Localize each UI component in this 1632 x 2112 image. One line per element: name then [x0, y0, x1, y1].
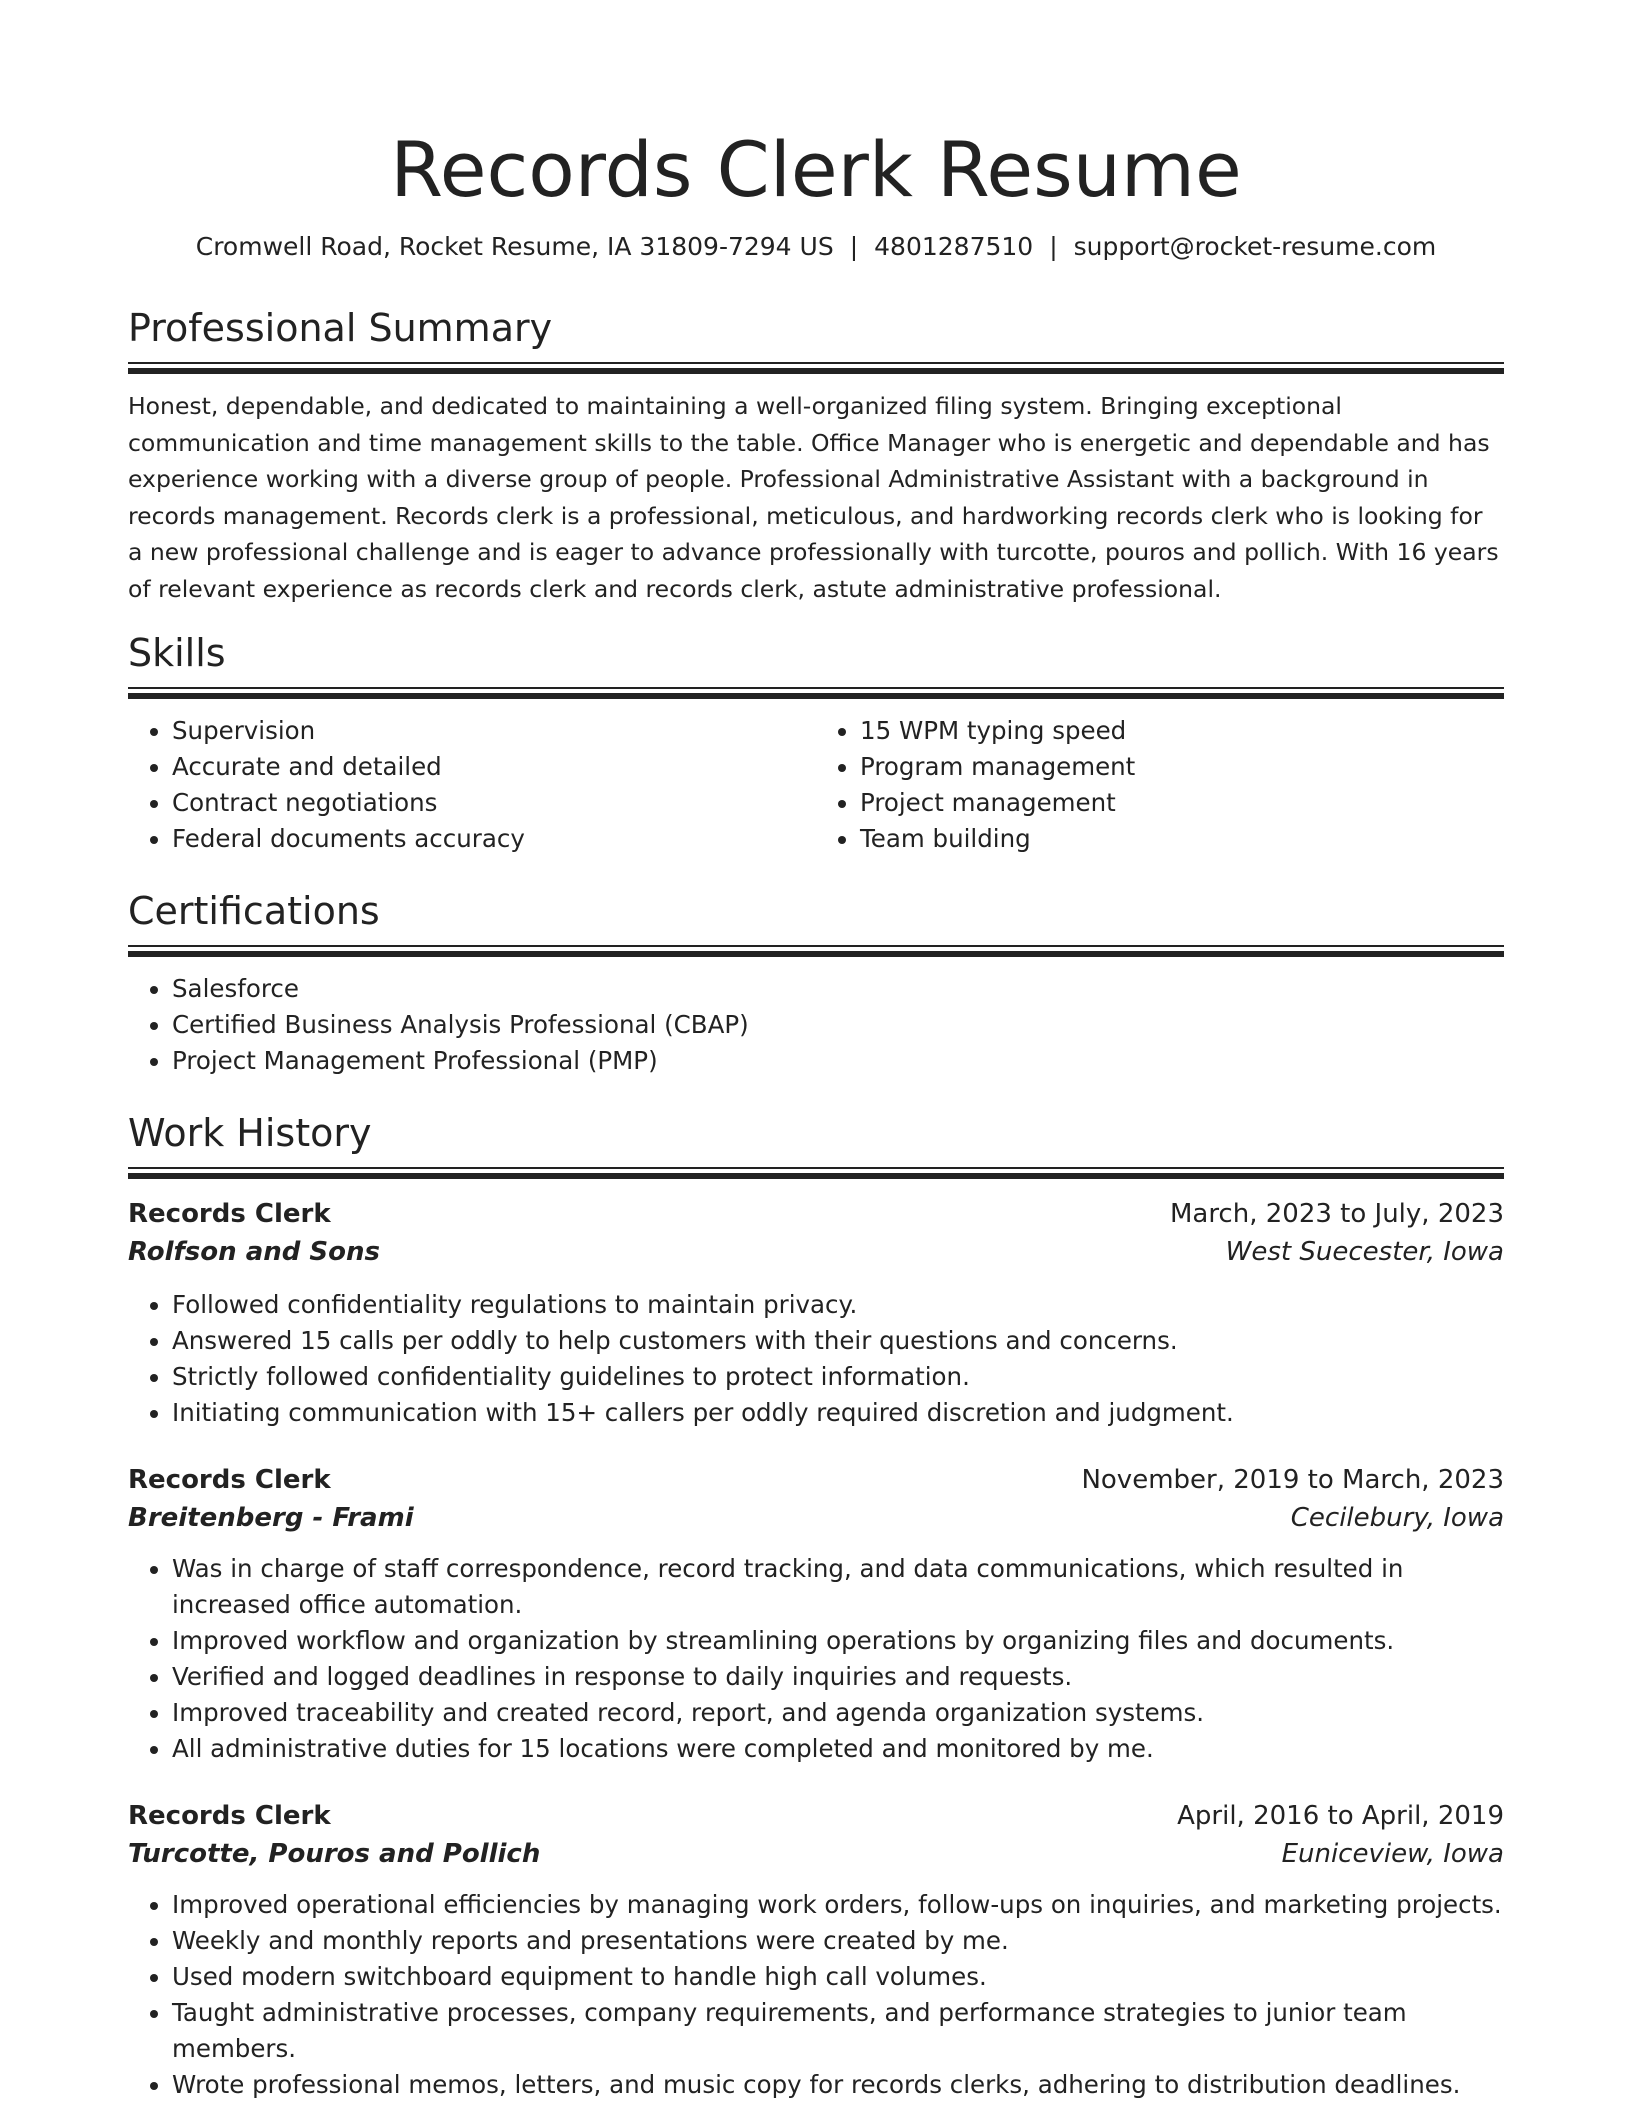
contact-phone: 4801287510 — [874, 232, 1034, 261]
job-title: Records Clerk — [128, 1465, 331, 1495]
job-bullet: • Taught administrative processes, company requirements, and performance strategies to junior team members. — [172, 1995, 1504, 2067]
job-subheader — [128, 1499, 1504, 1537]
skills-columns — [128, 713, 1504, 857]
section-heading-certifications: Certifications — [128, 889, 380, 933]
section-heading-summary: Professional Summary — [128, 306, 553, 350]
job-bullets — [128, 1287, 1504, 1431]
page-title: Records Clerk Resume — [390, 125, 1242, 214]
skill-item: • Federal documents accuracy — [172, 821, 816, 857]
skill-item: • Accurate and detailed — [172, 749, 816, 785]
job-entry — [128, 1195, 1504, 1431]
job-title: Records Clerk — [128, 1199, 331, 1229]
contact-separator: | — [849, 232, 859, 261]
job-bullets — [128, 1887, 1504, 2103]
skill-item: • Contract negotiations — [172, 785, 816, 821]
certification-item: • Salesforce — [172, 971, 1504, 1007]
job-bullet: • Improved traceability and created record, report, and agenda organization systems. — [172, 1695, 1504, 1731]
job-bullet: • Improved workflow and organization by streamlining operations by organizing files and documents. — [172, 1623, 1504, 1659]
job-dates: November, 2019 to March, 2023 — [1081, 1465, 1504, 1495]
certifications-list — [128, 971, 1504, 1079]
job-bullet: • Used modern switchboard equipment to handle high call volumes. — [172, 1959, 1504, 1995]
skills-section — [128, 629, 1504, 857]
job-bullet: • Wrote professional memos, letters, and music copy for records clerks, adhering to distribution deadlines. — [172, 2067, 1504, 2103]
certification-item: • Certified Business Analysis Professional (CBAP) — [172, 1007, 1504, 1043]
section-divider — [128, 1167, 1504, 1179]
skill-item: • Program management — [860, 749, 1504, 785]
contact-line — [128, 230, 1504, 264]
skills-list-right — [816, 713, 1504, 857]
job-bullet: • Weekly and monthly reports and presentations were created by me. — [172, 1923, 1504, 1959]
job-dates: March, 2023 to July, 2023 — [1169, 1199, 1504, 1229]
job-header — [128, 1797, 1504, 1835]
job-bullet: • Initiating communication with 15+ callers per oddly required discretion and judgment. — [172, 1395, 1504, 1431]
section-divider — [128, 945, 1504, 957]
job-entry — [128, 1797, 1504, 2103]
job-bullet: • Followed confidentiality regulations to maintain privacy. — [172, 1287, 1504, 1323]
job-title: Records Clerk — [128, 1801, 331, 1831]
job-location: Euniceview, Iowa — [1281, 1839, 1504, 1869]
summary-section — [128, 304, 1504, 607]
skill-item: • Project management — [860, 785, 1504, 821]
section-heading-work: Work History — [128, 1111, 372, 1155]
summary-text: Honest, dependable, and dedicated to maintaining a well-organized filing system. Bringing exceptional communication and time management skills to the table. Office Manager who is energetic and dependable and has experience working with a diverse group of people. Professional Administrative Assistant with a background in records management. Records clerk is a professional, meticulous, and hardworking records clerk who is looking for a new professional challenge and is eager to advance professionally with turcotte, pouros and pollich. With 16 years of relevant experience as records clerk and records clerk, astute administrative professional. — [128, 392, 1499, 603]
job-bullets — [128, 1551, 1504, 1767]
job-bullet: • Verified and logged deadlines in response to daily inquiries and requests. — [172, 1659, 1504, 1695]
job-dates: April, 2016 to April, 2019 — [1177, 1801, 1504, 1831]
certification-item: • Project Management Professional (PMP) — [172, 1043, 1504, 1079]
job-header — [128, 1195, 1504, 1233]
job-company: Turcotte, Pouros and Pollich — [128, 1839, 541, 1869]
skills-list-left — [128, 713, 816, 857]
job-header — [128, 1461, 1504, 1499]
section-divider — [128, 687, 1504, 699]
job-company: Breitenberg - Frami — [128, 1503, 414, 1533]
job-subheader — [128, 1233, 1504, 1271]
section-divider — [128, 362, 1504, 374]
job-location: Cecilebury, Iowa — [1290, 1503, 1504, 1533]
job-bullet: • Answered 15 calls per oddly to help customers with their questions and concerns. — [172, 1323, 1504, 1359]
certifications-section — [128, 887, 1504, 1079]
job-bullet: • All administrative duties for 15 locations were completed and monitored by me. — [172, 1731, 1504, 1767]
contact-email: support@rocket-resume.com — [1073, 232, 1437, 261]
job-subheader — [128, 1835, 1504, 1873]
job-entry — [128, 1461, 1504, 1767]
job-bullet: • Was in charge of staff correspondence, record tracking, and data communications, which resulted in increased office automation. — [172, 1551, 1504, 1623]
contact-separator: | — [1049, 232, 1058, 261]
skill-item: • Team building — [860, 821, 1504, 857]
skill-item: • Supervision — [172, 713, 816, 749]
skill-item: • 15 WPM typing speed — [860, 713, 1504, 749]
job-bullet: • Improved operational efficiencies by managing work orders, follow-ups on inquiries, and marketing projects. — [172, 1887, 1504, 1923]
job-location: West Suecester, Iowa — [1225, 1237, 1504, 1267]
section-heading-skills: Skills — [128, 631, 226, 675]
job-bullet: • Strictly followed confidentiality guidelines to protect information. — [172, 1359, 1504, 1395]
contact-address: Cromwell Road, Rocket Resume, IA 31809-7294 US — [195, 232, 834, 261]
job-company: Rolfson and Sons — [128, 1237, 381, 1267]
work-section — [128, 1109, 1504, 2103]
resume-page — [128, 0, 1504, 2103]
